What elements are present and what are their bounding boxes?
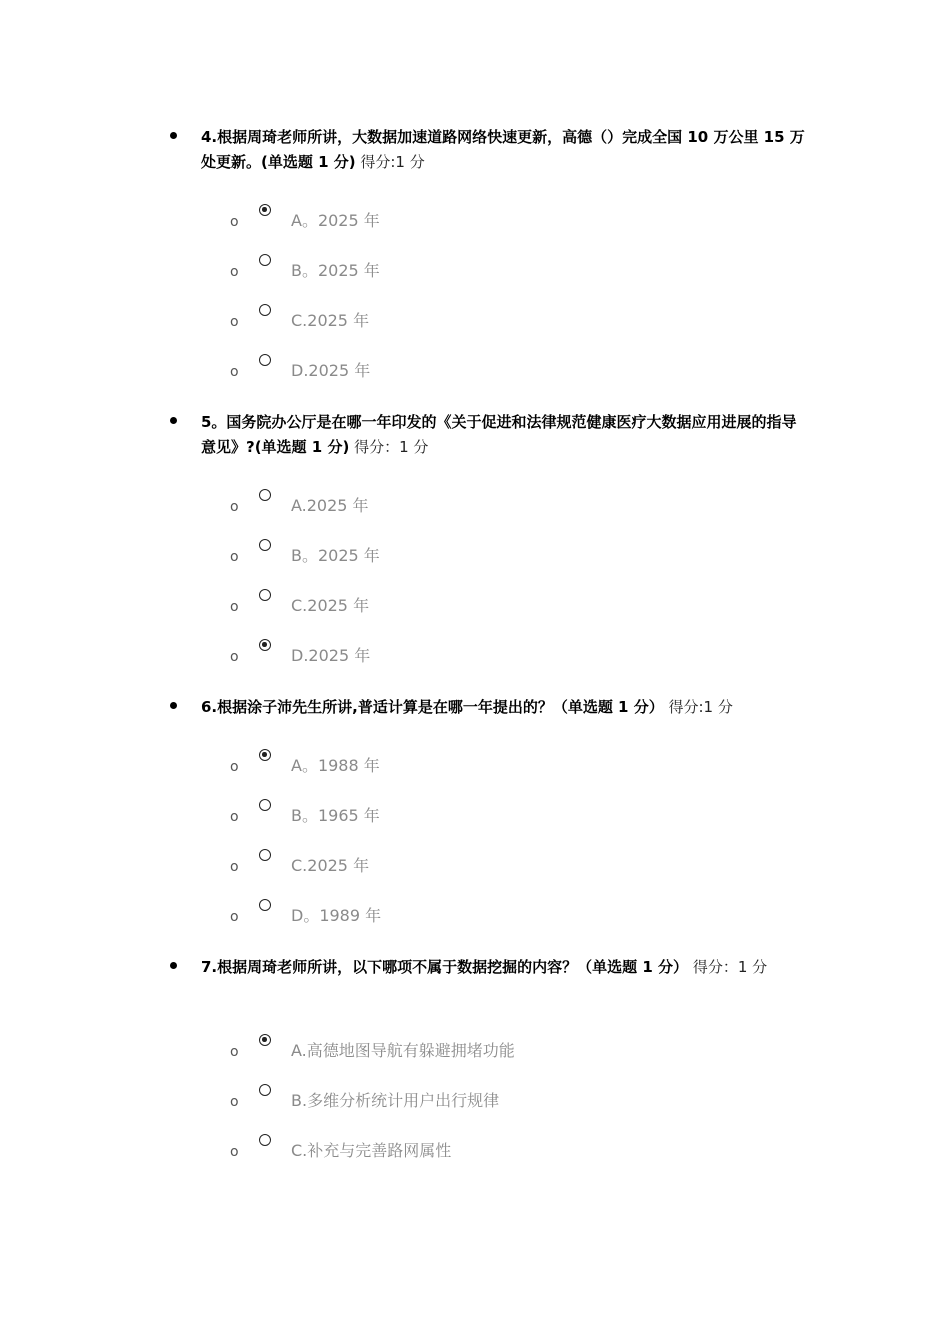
option-label: B。2025 年	[291, 261, 380, 280]
question-score: 得分:1 分	[360, 153, 425, 171]
option-5d[interactable]	[230, 645, 730, 669]
option-7a[interactable]	[230, 1040, 730, 1064]
radio-checked-icon[interactable]	[259, 639, 271, 651]
question-score: 得分:1 分	[668, 698, 733, 716]
bullet-icon	[170, 702, 177, 709]
list-marker: o	[230, 809, 239, 825]
question-title: 4.根据周琦老师所讲，大数据加速道路网络快速更新，高德（）完成全国 10 万公里 15 万处更新。(单选题 1 分)	[201, 128, 805, 171]
bullet-icon	[170, 962, 177, 969]
list-marker: o	[230, 759, 239, 775]
option-label: A.2025 年	[291, 496, 369, 515]
bullet-icon	[170, 132, 177, 139]
radio-unchecked-icon[interactable]	[259, 354, 271, 366]
option-label: A.高德地图导航有躲避拥堵功能	[291, 1041, 515, 1060]
option-6c[interactable]	[230, 855, 730, 879]
radio-unchecked-icon[interactable]	[259, 539, 271, 551]
option-label: D.2025 年	[291, 646, 371, 665]
list-marker: o	[230, 859, 239, 875]
radio-unchecked-icon[interactable]	[259, 899, 271, 911]
option-6a[interactable]	[230, 755, 730, 779]
radio-checked-icon[interactable]	[259, 749, 271, 761]
radio-checked-icon[interactable]	[259, 204, 271, 216]
option-label: A。1988 年	[291, 756, 380, 775]
list-marker: o	[230, 649, 239, 665]
question-text	[201, 695, 811, 720]
option-label: B。1965 年	[291, 806, 380, 825]
option-7b[interactable]	[230, 1090, 730, 1114]
option-5a[interactable]	[230, 495, 730, 519]
radio-unchecked-icon[interactable]	[259, 799, 271, 811]
option-7c[interactable]	[230, 1140, 730, 1164]
list-marker: o	[230, 214, 239, 230]
list-marker: o	[230, 314, 239, 330]
option-6d[interactable]	[230, 905, 730, 929]
radio-unchecked-icon[interactable]	[259, 1084, 271, 1096]
option-label: D.2025 年	[291, 361, 371, 380]
question-title: 7.根据周琦老师所讲，以下哪项不属于数据挖掘的内容？（单选题 1 分）	[201, 958, 689, 976]
option-label: C.2025 年	[291, 311, 370, 330]
option-4d[interactable]	[230, 360, 730, 384]
option-label: B。2025 年	[291, 546, 380, 565]
question-score: 得分：1 分	[354, 438, 429, 456]
list-marker: o	[230, 364, 239, 380]
option-4c[interactable]	[230, 310, 730, 334]
option-label: C.2025 年	[291, 856, 370, 875]
option-5b[interactable]	[230, 545, 730, 569]
list-marker: o	[230, 599, 239, 615]
radio-unchecked-icon[interactable]	[259, 589, 271, 601]
question-score: 得分：1 分	[692, 958, 768, 976]
list-marker: o	[230, 264, 239, 280]
list-marker: o	[230, 1144, 239, 1160]
list-marker: o	[230, 499, 239, 515]
option-label: A。2025 年	[291, 211, 380, 230]
question-title: 5。国务院办公厅是在哪一年印发的《关于促进和法律规范健康医疗大数据应用进展的指导意见》?(单选题 1 分)	[201, 413, 797, 456]
option-5c[interactable]	[230, 595, 730, 619]
list-marker: o	[230, 909, 239, 925]
question-text	[201, 410, 811, 460]
list-marker: o	[230, 549, 239, 565]
radio-unchecked-icon[interactable]	[259, 1134, 271, 1146]
option-label: D。1989 年	[291, 906, 382, 925]
option-4a[interactable]	[230, 210, 730, 234]
option-6b[interactable]	[230, 805, 730, 829]
radio-checked-icon[interactable]	[259, 1034, 271, 1046]
question-text	[201, 125, 811, 175]
radio-unchecked-icon[interactable]	[259, 304, 271, 316]
option-label: C.补充与完善路网属性	[291, 1141, 452, 1160]
option-label: B.多维分析统计用户出行规律	[291, 1091, 500, 1110]
list-marker: o	[230, 1044, 239, 1060]
radio-unchecked-icon[interactable]	[259, 489, 271, 501]
option-label: C.2025 年	[291, 596, 370, 615]
question-text	[201, 955, 811, 980]
list-marker: o	[230, 1094, 239, 1110]
option-4b[interactable]	[230, 260, 730, 284]
radio-unchecked-icon[interactable]	[259, 849, 271, 861]
bullet-icon	[170, 417, 177, 424]
question-title: 6.根据涂子沛先生所讲,普适计算是在哪一年提出的？（单选题 1 分）	[201, 698, 664, 716]
radio-unchecked-icon[interactable]	[259, 254, 271, 266]
